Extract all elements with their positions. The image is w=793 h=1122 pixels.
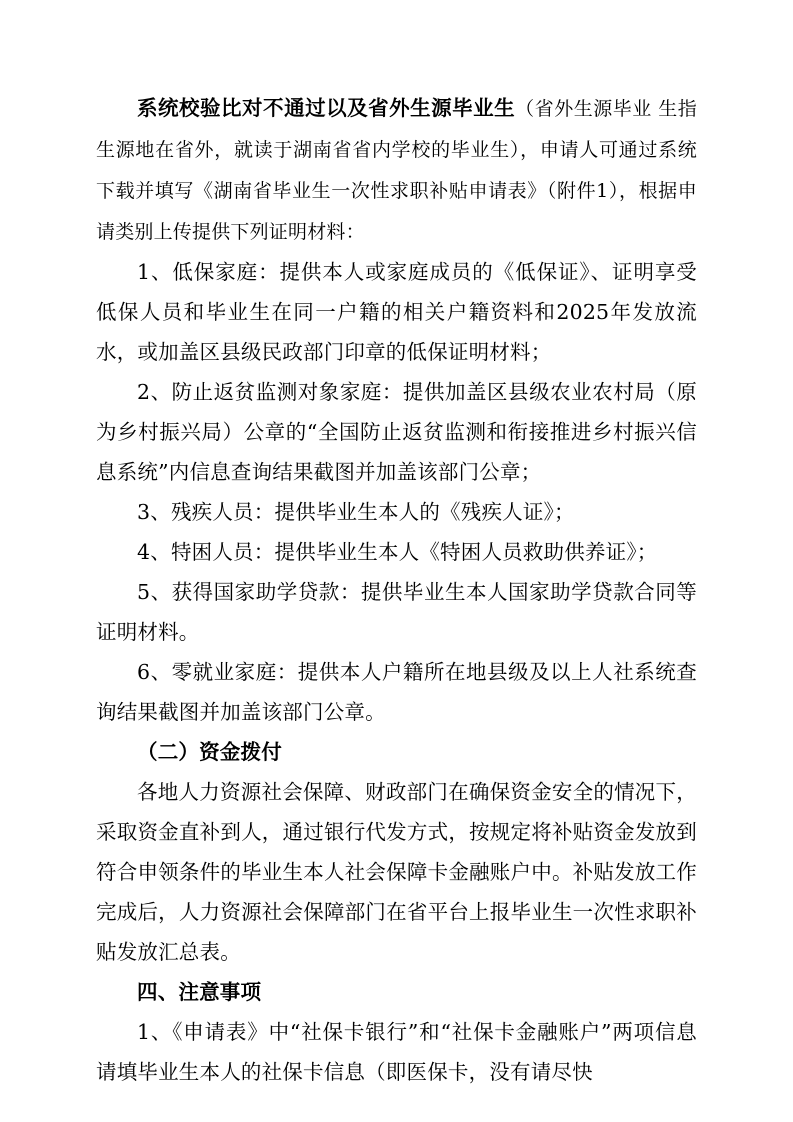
document-body [96, 88, 697, 1092]
paragraph-system-verification [96, 88, 697, 252]
section-heading-notes: 四、注意事项 [137, 980, 262, 1004]
paragraph-item-poverty-monitoring: 2、防止返贫监测对象家庭：提供加盖区县级农业农村局（原为乡村振兴局）公章的“全国防止返贫监测和衔接推进乡村振兴信息系统”内信息查询结果截图并加盖该部门公章； [96, 380, 697, 484]
paragraph-item-zero-employment: 6、零就业家庭：提供本人户籍所在地县级及以上人社系统查询结果截图并加盖该部门公章。 [96, 660, 697, 724]
paragraph-item-special-hardship: 4、特困人员：提供毕业生本人《特困人员救助供养证》； [137, 540, 658, 564]
paragraph-system-verification-lead: 系统校验比对不通过以及省外生源毕业生 [137, 96, 516, 120]
paragraph-item-disabled: 3、残疾人员：提供毕业生本人的《残疾人证》； [137, 500, 575, 524]
paragraph-item-low-income-family: 1、低保家庭：提供本人或家庭成员的《低保证》、证明享受低保人员和毕业生在同一户籍的相关户籍资料和2025年发放流水，或加盖区县级民政部门印章的低保证明材料； [96, 260, 697, 364]
section-heading-funds-allocation: （二）资金拨付 [137, 740, 282, 764]
paragraph-funds-allocation: 各地人力资源社会保障、财政部门在确保资金安全的情况下，采取资金直补到人，通过银行代发方式，按规定将补贴资金发放到符合申领条件的毕业生本人社会保障卡金融账户中。补贴发放工作完成后，人力资源社会保障部门在省平台上报毕业生一次性求职补贴发放汇总表。 [96, 780, 697, 964]
paragraph-system-verification-text: （省外生源毕业 生指生源地在省外，就读于湖南省省内学校的毕业生），申请人可通过系统下载并填写《湖南省毕业生一次性求职补贴申请表》（附件1），根据申请类别上传提供下列证明材料： [96, 98, 697, 243]
paragraph-item-student-loan: 5、获得国家助学贷款：提供毕业生本人国家助学贷款合同等证明材料。 [96, 580, 697, 644]
paragraph-notes-item-1: 1、《申请表》中“社保卡银行”和“社保卡金融账户”两项信息请填毕业生本人的社保卡信息（即医保卡，没有请尽快 [96, 1020, 697, 1084]
